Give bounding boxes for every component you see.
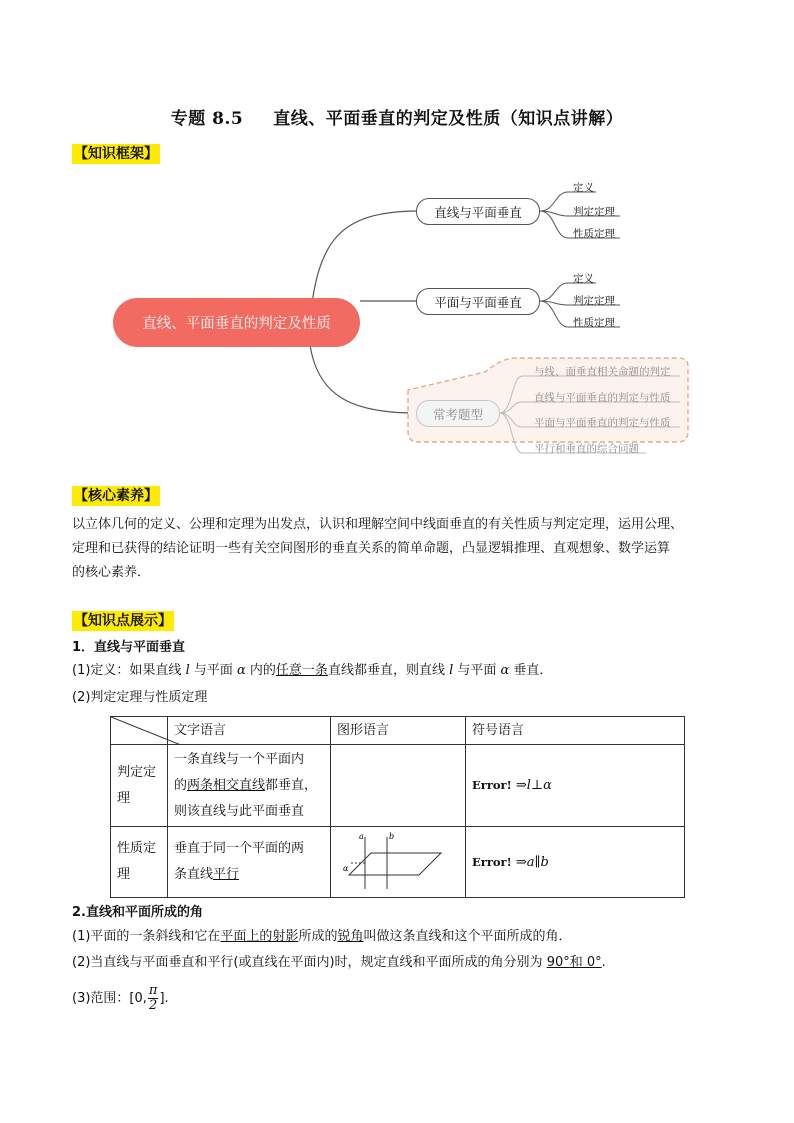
row2-symbol: Error! ⇒a∥b (466, 827, 685, 898)
literacy-line-1: 以立体几何的定义、公理和定理为出发点，认识和理解空间中线面垂直的有关性质与判定定理，运用公理、 (72, 517, 684, 532)
branch-line-plane-perpendicular: 直线与平面垂直 (416, 198, 540, 225)
b1-leaf-criterion: 判定定理 (573, 206, 615, 218)
header-symbol-language: 符号语言 (466, 717, 685, 745)
table-row-criterion (111, 745, 685, 827)
branch-plane-plane-perpendicular: 平面与平面垂直 (416, 288, 540, 315)
row1-text: 一条直线与一个平面内 的两条相交直线都垂直， 则该直线与此平面垂直 (168, 745, 331, 827)
b1-leaf-property: 性质定理 (573, 228, 615, 240)
figure-label-a: a (359, 832, 364, 841)
connector-branch3 (310, 345, 416, 413)
title-number: 专题 8.5 (170, 109, 244, 129)
row1-symbol: Error! ⇒l⊥α (466, 745, 685, 827)
section2-line2: (2)当直线与平面垂直和平行(或直线在平面内)时，规定直线和平面所成的角分别为 90°和 0°. (72, 955, 606, 970)
literacy-line-2: 定理和已获得的结论证明一些有关空间图形的垂直关系的简单命题，凸显逻辑推理、直观想象、数学运算 (72, 541, 671, 556)
b2-leaf-definition: 定义 (573, 273, 594, 285)
mind-map (0, 170, 794, 480)
row2-name: 性质定 理 (111, 827, 168, 898)
row1-figure (331, 745, 466, 827)
figure-label-alpha: α (343, 864, 349, 873)
b3-leaf-3: 平面与平面垂直的判定与性质 (534, 417, 671, 429)
section2-line3: (3)范围：[0, π 2 ]. (72, 983, 169, 1013)
section1-definition: (1)定义：如果直线 l 与平面 α 内的任意一条直线都垂直，则直线 l 与平面 α 垂直． (72, 663, 553, 678)
figure-label-b: b (389, 832, 395, 841)
row1-name: 判定定 理 (111, 745, 168, 827)
tag-framework: 【知识框架】 (74, 146, 158, 162)
header-corner (111, 717, 168, 745)
b2-leaf-criterion: 判定定理 (573, 295, 615, 307)
table-row-property (111, 827, 685, 898)
b3-leaf-4: 平行和垂直的综合问题 (534, 443, 639, 455)
tag-display: 【知识点展示】 (74, 613, 172, 629)
corner-diagonal (111, 717, 181, 745)
header-figure-language: 图形语言 (331, 717, 466, 745)
section1-sub2: (2)判定定理与性质定理 (72, 690, 208, 705)
table-header-row (111, 717, 685, 745)
b3-leaf-2: 直线与平面垂直的判定与性质 (534, 392, 671, 404)
title-text: 直线、平面垂直的判定及性质（知识点讲解） (273, 109, 624, 129)
row2-text: 垂直于同一个平面的两 条直线平行 (168, 827, 331, 898)
b2-leaf-property: 性质定理 (573, 317, 615, 329)
b1-leaf-definition: 定义 (573, 182, 594, 194)
b3-leaf-1: 与线、面垂直相关命题的判定 (534, 366, 671, 378)
row2-figure (331, 827, 466, 898)
parallel-lines-figure (331, 827, 453, 897)
tag-literacy: 【核心素养】 (74, 488, 158, 504)
section1-heading: 1．直线与平面垂直 (72, 640, 186, 655)
section2-line1: (1)平面的一条斜线和它在平面上的射影所成的锐角叫做这条直线和这个平面所成的角． (72, 929, 572, 944)
pi-over-two-fraction: π 2 (148, 983, 158, 1013)
theorem-table (110, 716, 685, 898)
branch-common-questions: 常考题型 (416, 400, 500, 427)
literacy-line-3: 的核心素养． (72, 565, 151, 580)
page-title (0, 104, 794, 129)
mind-map-root: 直线、平面垂直的判定及性质 (113, 298, 360, 347)
section2-heading: 2.直线和平面所成的角 (72, 905, 203, 920)
literacy-paragraph (72, 514, 772, 584)
header-text-language: 文字语言 (168, 717, 331, 745)
